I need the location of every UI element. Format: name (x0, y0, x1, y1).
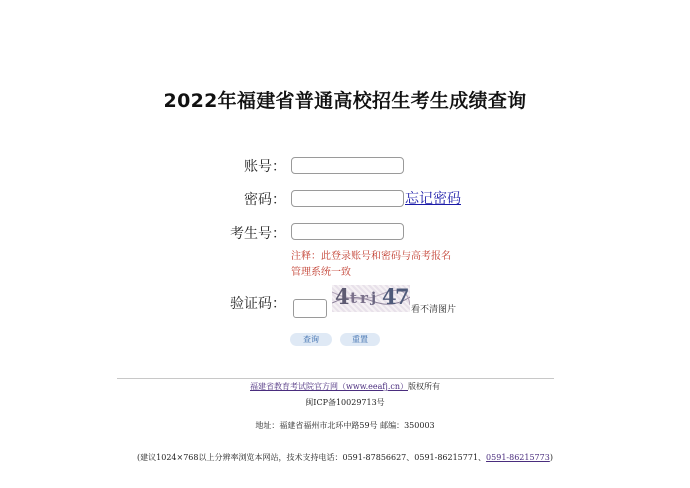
note-line-1: 注释：此登录账号和密码与高考报名 (291, 251, 451, 262)
support-suffix: ) (549, 453, 553, 462)
footer-address: 地址：福建省福州市北环中路59号 邮编：350003 (255, 421, 435, 430)
captcha-image[interactable] (332, 285, 410, 312)
account-label: 账号： (244, 159, 286, 175)
reset-button[interactable]: 重置 (340, 333, 380, 346)
password-input[interactable] (291, 190, 404, 207)
forgot-password-link[interactable]: 忘记密码 (405, 191, 461, 207)
exam-number-input[interactable] (291, 223, 404, 240)
captcha-char: 4 (382, 285, 397, 309)
org-site-link[interactable]: 福建省教育考试院官方网 (250, 382, 338, 391)
captcha-char: r (360, 289, 368, 307)
footer-divider (117, 378, 554, 379)
password-label: 密码： (244, 192, 286, 208)
login-note (291, 249, 473, 281)
org-url-link[interactable]: （www.eeafj.cn） (338, 382, 408, 391)
captcha-input[interactable] (293, 299, 327, 318)
captcha-char: j (371, 290, 377, 306)
footer-support (0, 452, 690, 463)
page-title: 2022年福建省普通高校招生考生成绩查询 (163, 90, 527, 112)
query-button[interactable]: 查询 (290, 333, 332, 346)
captcha-refresh-link[interactable]: 看不清图片 (411, 305, 457, 315)
captcha-char: 4 (335, 285, 350, 309)
account-input[interactable] (291, 157, 404, 174)
captcha-label: 验证码： (230, 296, 286, 312)
footer-copyright (0, 381, 690, 392)
captcha-char: 7 (395, 285, 410, 309)
support-phone-link[interactable]: 0591-86215773 (486, 453, 550, 462)
footer-icp: 闽ICP备10029713号 (305, 398, 385, 407)
copyright-text: 版权所有 (408, 382, 440, 391)
captcha-char: t (350, 289, 357, 307)
support-text: (建议1024×768以上分辨率浏览本网站，技术支持电话：0591-87856627、0591-86215771、 (137, 453, 487, 462)
note-line-2: 管理系统一致 (291, 267, 351, 278)
exam-number-label: 考生号： (230, 226, 286, 242)
